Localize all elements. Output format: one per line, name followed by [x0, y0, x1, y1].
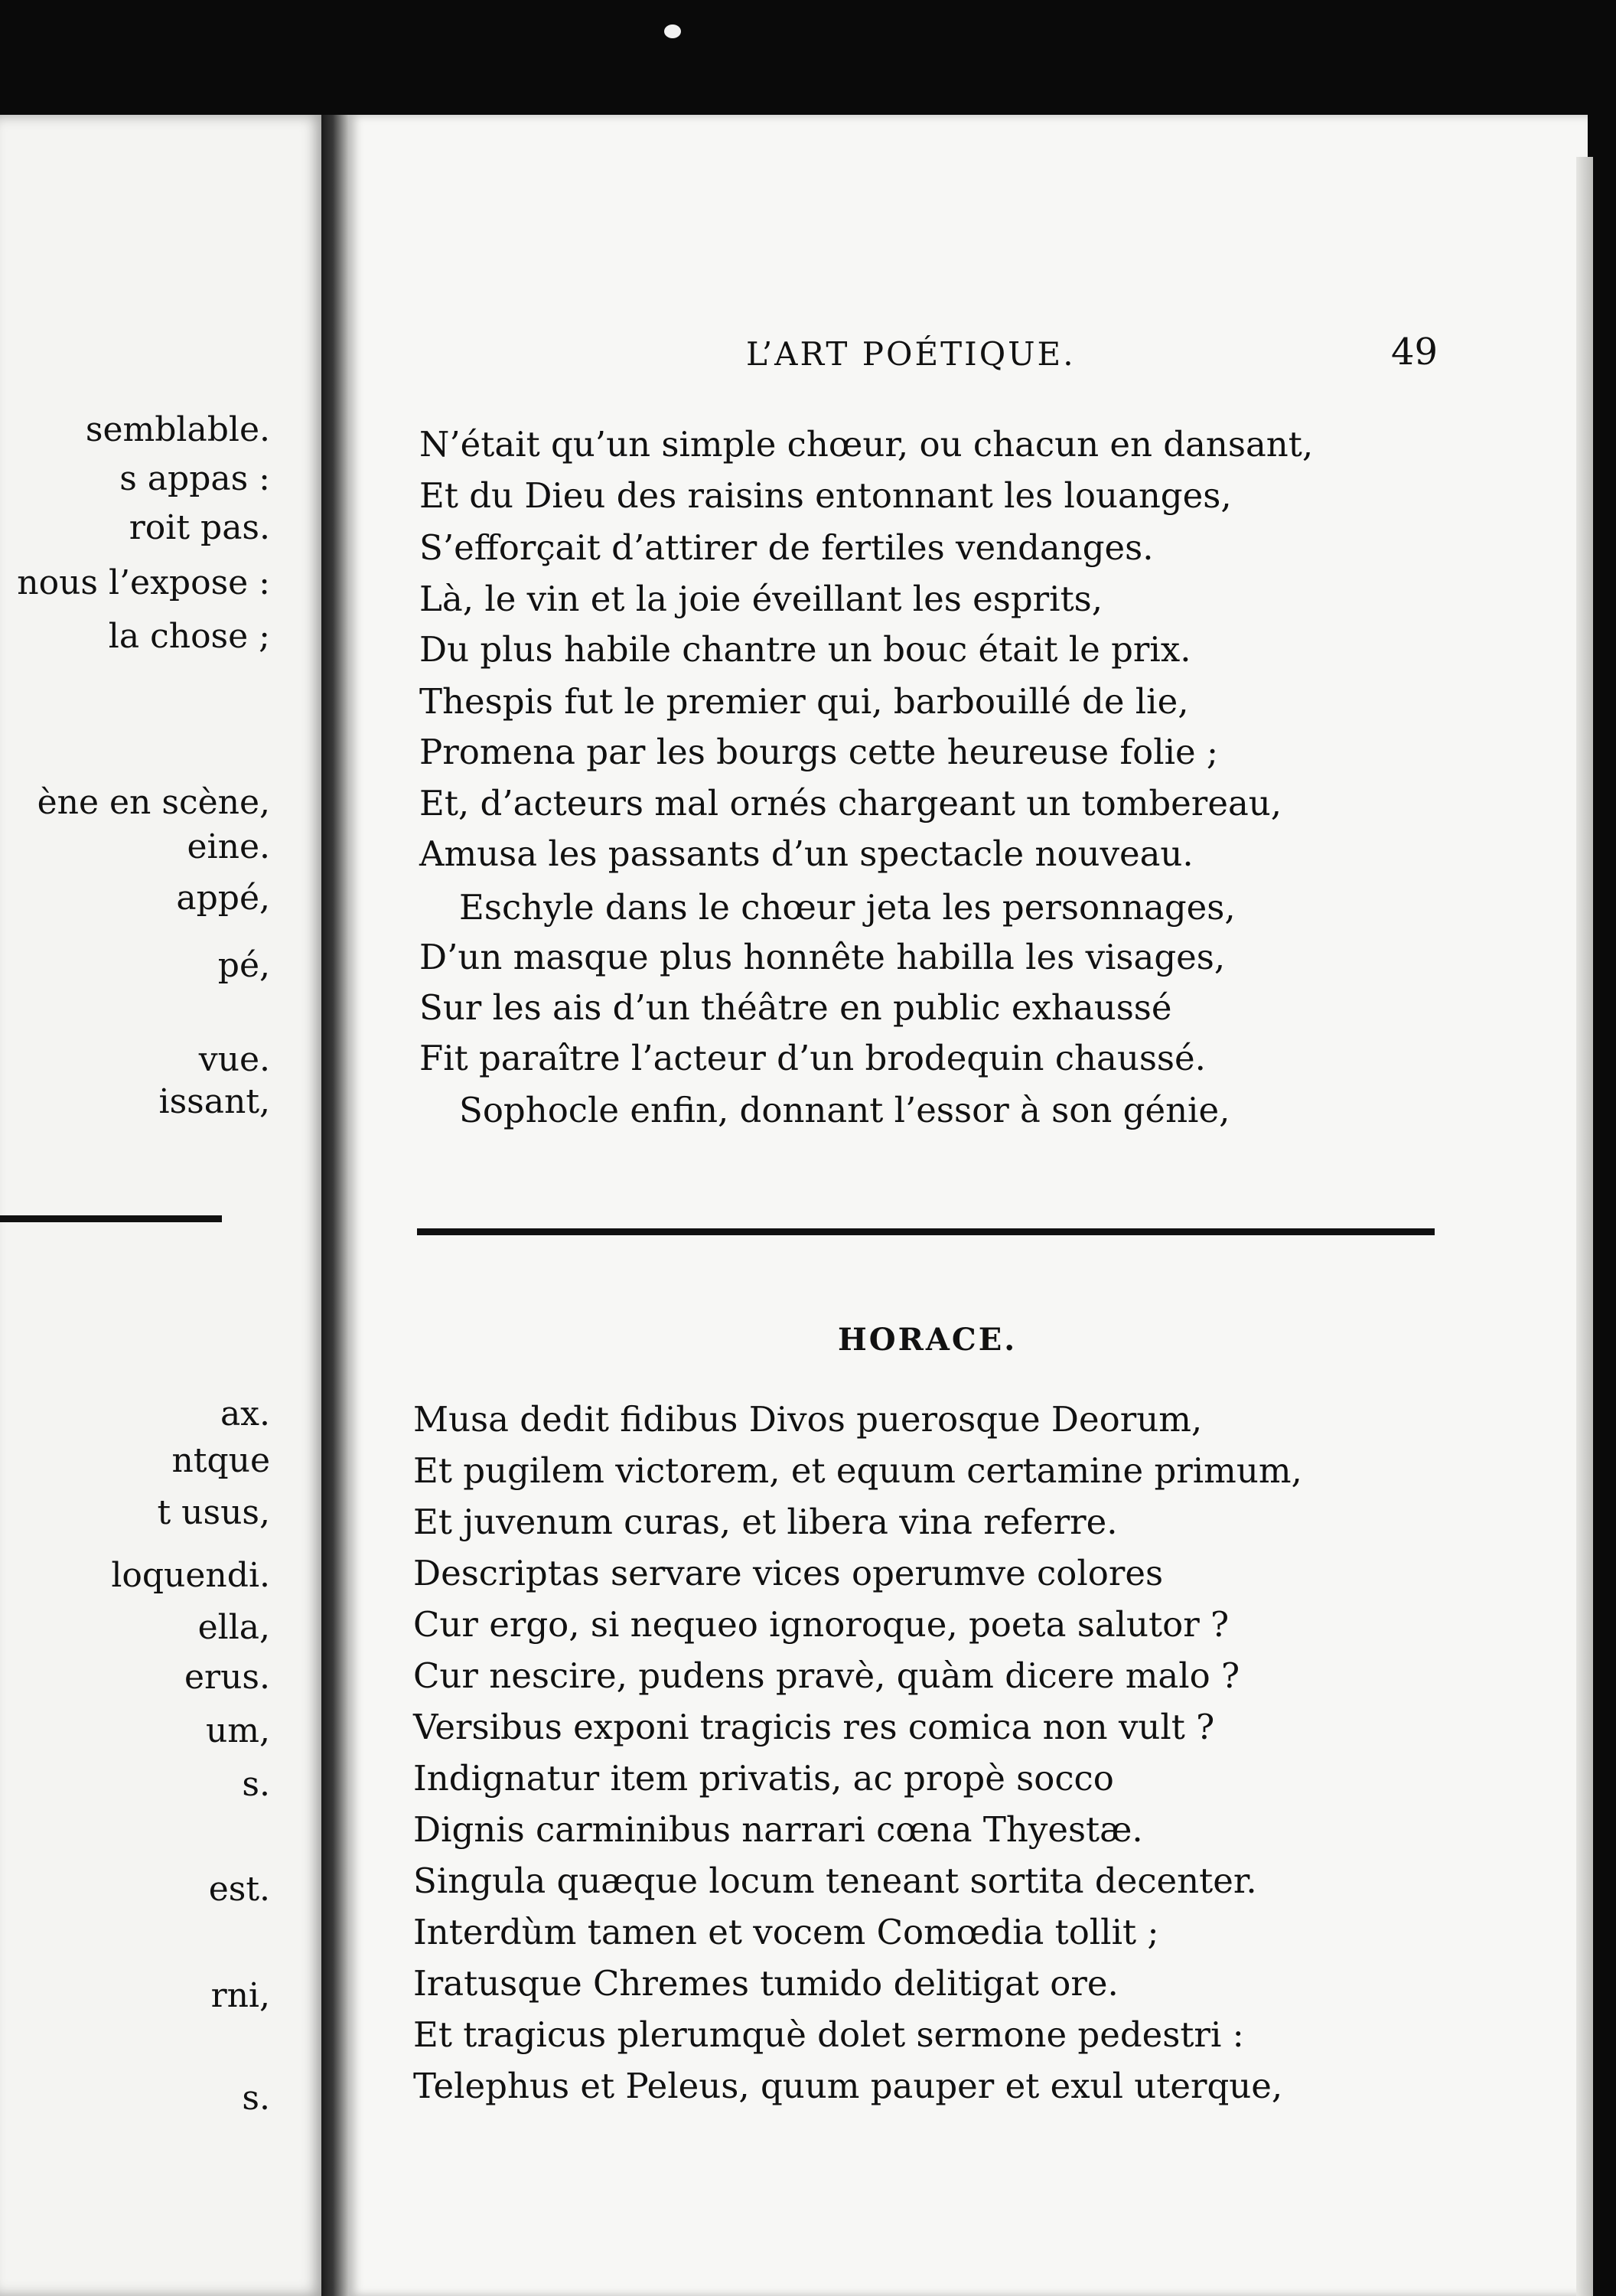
- latin-verse-line: Versibus exponi tragicis res comica non vult ?: [413, 1707, 1215, 1747]
- left-page-line: ax.: [220, 1394, 270, 1433]
- left-page-line: ntque: [171, 1441, 270, 1480]
- french-verse-line: Là, le vin et la joie éveillant les esprits,: [419, 579, 1103, 619]
- section-heading: HORACE.: [838, 1322, 1018, 1358]
- latin-verse-line: Telephus et Peleus, quum pauper et exul uterque,: [413, 2066, 1283, 2106]
- french-verse-line: Promena par les bourgs cette heureuse folie ;: [419, 732, 1219, 772]
- left-page-line: ène en scène,: [37, 783, 270, 822]
- left-page-line: appé,: [176, 879, 270, 918]
- book-gutter: [321, 115, 350, 2296]
- page-number: 49: [1391, 331, 1438, 373]
- french-verse-line: Amusa les passants d’un spectacle nouveau.: [419, 833, 1194, 874]
- left-page-line: pé,: [217, 946, 270, 985]
- french-verse-line: Fit paraître l’acteur d’un brodequin chaussé.: [419, 1038, 1206, 1078]
- latin-verse-line: Musa dedit fidibus Divos puerosque Deorum,: [413, 1399, 1203, 1440]
- left-page-line: t usus,: [157, 1493, 270, 1532]
- latin-verse-line: Cur nescire, pudens pravè, quàm dicere malo ?: [413, 1655, 1240, 1696]
- latin-verse-line: Interdùm tamen et vocem Comœdia tollit ;: [413, 1912, 1159, 1952]
- left-page-line: rni,: [210, 1976, 270, 2015]
- french-verse-line: Eschyle dans le chœur jeta les personnages,: [459, 887, 1236, 928]
- left-page-line: s appas :: [119, 459, 270, 498]
- latin-verse-line: Dignis carminibus narrari cœna Thyestæ.: [413, 1809, 1143, 1850]
- left-page-line: roit pas.: [129, 508, 270, 547]
- french-verse-line: Du plus habile chantre un bouc était le prix.: [419, 629, 1191, 670]
- left-page-line: s.: [242, 2079, 270, 2118]
- left-page-line: est.: [208, 1870, 270, 1909]
- left-page-rule: [0, 1215, 222, 1222]
- latin-verse-line: Et juvenum curas, et libera vina referre.: [413, 1502, 1118, 1542]
- french-verse-line: Et, d’acteurs mal ornés chargeant un tombereau,: [419, 783, 1282, 823]
- latin-verse-line: Indignatur item privatis, ac propè socco: [413, 1758, 1114, 1799]
- left-page-line: issant,: [158, 1082, 270, 1121]
- left-page: [0, 115, 325, 2296]
- dust-speck: [664, 24, 681, 38]
- left-page-line: nous l’expose :: [17, 563, 270, 602]
- left-page-line: um,: [205, 1711, 270, 1750]
- french-verse-line: Sophocle enfin, donnant l’essor à son génie,: [459, 1090, 1230, 1130]
- left-page-line: erus.: [184, 1658, 270, 1697]
- latin-verse-line: Et pugilem victorem, et equum certamine primum,: [413, 1450, 1302, 1491]
- french-verse-line: Sur les ais d’un théâtre en public exhaussé: [419, 987, 1172, 1028]
- latin-verse-line: Cur ergo, si nequeo ignoroque, poeta salutor ?: [413, 1604, 1230, 1645]
- section-divider: [417, 1228, 1435, 1235]
- running-head: L’ART POÉTIQUE.: [746, 335, 1076, 373]
- left-page-line: semblable.: [85, 410, 270, 449]
- french-verse-line: Et du Dieu des raisins entonnant les louanges,: [419, 475, 1232, 516]
- latin-verse-line: Singula quæque locum teneant sortita decenter.: [413, 1861, 1257, 1901]
- latin-verse-line: Et tragicus plerumquè dolet sermone pedestri :: [413, 2014, 1244, 2055]
- french-verse-line: N’était qu’un simple chœur, ou chacun en dansant,: [419, 424, 1314, 465]
- left-page-line: eine.: [187, 827, 270, 866]
- latin-verse-line: Iratusque Chremes tumido delitigat ore.: [413, 1963, 1119, 2004]
- left-page-line: vue.: [198, 1040, 270, 1079]
- page-edge: [1576, 157, 1593, 2296]
- left-page-line: la chose ;: [108, 617, 270, 656]
- french-verse-line: D’un masque plus honnête habilla les visages,: [419, 937, 1226, 977]
- left-page-line: loquendi.: [111, 1556, 270, 1595]
- left-page-line: s.: [242, 1765, 270, 1804]
- french-verse-line: Thespis fut le premier qui, barbouillé de lie,: [419, 681, 1189, 722]
- french-verse-line: S’efforçait d’attirer de fertiles vendanges.: [419, 527, 1154, 568]
- left-page-line: ella,: [197, 1608, 270, 1647]
- latin-verse-line: Descriptas servare vices operumve colores: [413, 1553, 1164, 1593]
